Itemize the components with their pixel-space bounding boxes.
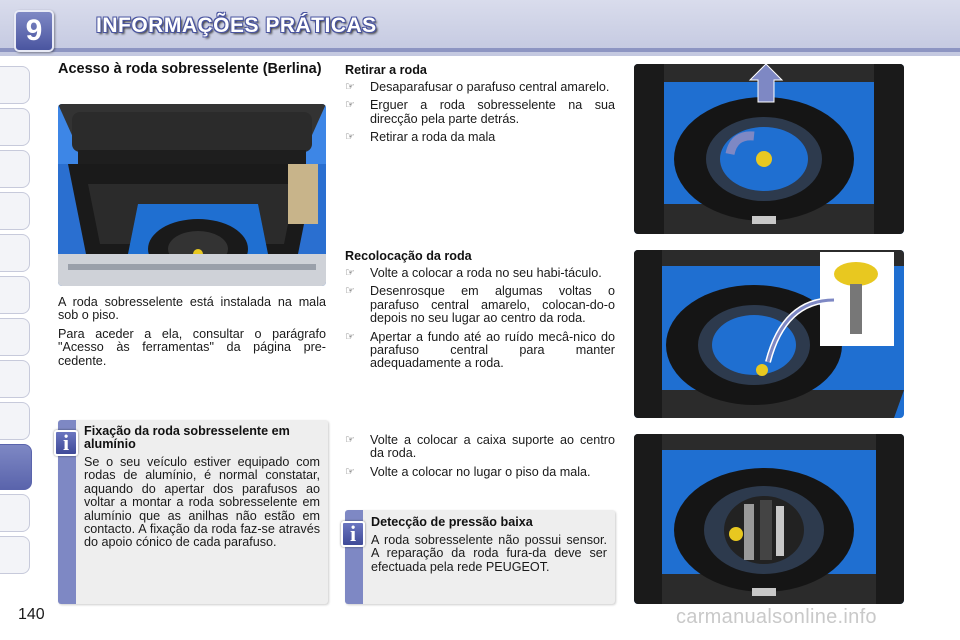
step-item [345,285,615,325]
step-text: Apertar a fundo até ao ruído mecâ-nico do parafuso central para manter adequadamente a roda. [370,329,615,371]
info-box-title: Detecção de pressão baixa [371,515,533,529]
step-text: Desaparafusar o parafuso central amarelo. [370,80,610,94]
header-rule [0,48,960,52]
final-storage-illustration [634,434,904,604]
pointing-hand-icon: ☞ [345,267,355,279]
page-header [0,0,960,56]
pointing-hand-icon: ☞ [345,285,355,298]
section-title: Acesso à roda sobresselente (Berlina) [58,61,322,77]
step-text: Desenrosque em algumas voltas o parafuso central amarelo, colocan-do-o depois no seu lugar ao centro da roda. [370,284,615,326]
step-item [345,331,615,371]
pointing-hand-icon: ☞ [345,434,355,446]
step-item [345,434,615,461]
trunk-illustration [58,104,326,286]
info-icon: i [54,430,78,456]
side-tab[interactable] [0,494,30,532]
info-box-text: Se o seu veículo estiver equipado com rodas de alumínio, é normal constatar, aquando do apertar dos parafusos ao voltar a montar a roda sobresselente em alumínio que as anilhas não estão em contacto. A fixação da roda faz-se através do apoio cónico de cada parafuso. [84,455,320,550]
side-tab[interactable] [0,66,30,104]
side-tab[interactable] [0,318,30,356]
chapter-side-tabs [0,66,34,578]
step-text: Erguer a roda sobresselente na sua direcção pela parte detrás. [370,98,615,126]
wheel-with-tool-box-drawing [634,434,904,604]
step-text: Volte a colocar a caixa suporte ao centro da roda. [370,433,615,461]
pointing-hand-icon: ☞ [345,330,355,343]
spare-wheel-bolt-drawing [634,250,904,418]
info-box-alloy-wheel [58,420,328,604]
side-tab[interactable] [0,360,30,398]
watermark: carmanualsonline.info [676,606,877,628]
spare-wheel-unscrew-drawing [634,64,904,234]
intro-paragraph: Para aceder a ela, consultar o parágrafo "Acesso às ferramentas" da página pre-cedente. [58,326,326,368]
side-tab[interactable] [0,276,30,314]
pointing-hand-icon: ☞ [345,131,355,144]
step-text: Retirar a roda da mala [370,130,496,145]
side-tab[interactable] [0,192,30,230]
final-steps [345,434,615,484]
pointing-hand-icon: ☞ [345,465,355,478]
side-tab[interactable] [0,150,30,188]
step-item [345,267,615,280]
step-item [345,81,615,94]
trunk-open-photo [58,104,326,286]
info-icon: i [341,521,365,547]
remove-wheel-illustration [634,64,904,234]
side-tab[interactable] [0,402,30,440]
step-text: Volte a colocar a roda no seu habi-táculo. [370,266,602,280]
info-box-title: Fixação da roda sobresselente em alumínio [84,424,290,451]
remove-wheel-heading: Retirar a roda [345,63,427,77]
info-box-low-pressure [345,510,615,604]
step-item [345,131,615,144]
side-tab[interactable] [0,108,30,146]
chapter-number-badge: 9 [14,10,54,52]
info-box-text: A roda sobresselente não possui sensor. A reparação da roda fura-da deve ser efectuada pela rede PEUGEOT. [371,533,607,574]
side-tab[interactable] [0,536,30,574]
refit-wheel-illustration [634,250,904,418]
section-intro [58,296,326,373]
chapter-title: INFORMAÇÕES PRÁTICAS [96,14,377,37]
page-number: 140 [18,606,45,623]
side-tab[interactable] [0,234,30,272]
intro-paragraph: A roda sobresselente está instalada na mala sob o piso. [58,295,326,323]
refit-wheel-heading: Recolocação da roda [345,249,472,263]
step-text: Volte a colocar no lugar o piso da mala. [370,464,591,479]
pointing-hand-icon: ☞ [345,81,355,93]
step-item [345,99,615,126]
refit-wheel-steps [345,267,615,376]
step-item [345,466,615,479]
remove-wheel-steps [345,81,615,150]
pointing-hand-icon: ☞ [345,99,355,112]
side-tab-active[interactable] [0,444,32,490]
